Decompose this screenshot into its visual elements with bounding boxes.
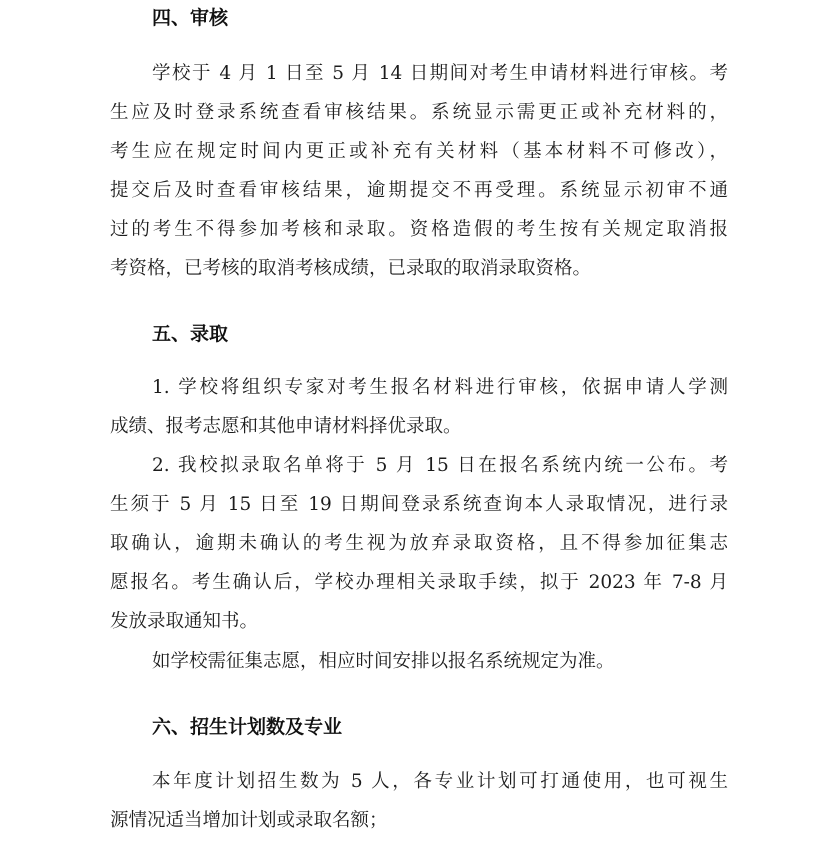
paragraph-line: 提交后及时查看审核结果，逾期提交不再受理。系统显示初审不通	[110, 180, 728, 201]
paragraph-line: 生应及时登录系统查看审核结果。系统显示需更正或补充材料的，	[110, 102, 728, 123]
paragraph-line: 愿报名。考生确认后，学校办理相关录取手续，拟于 2023 年 7-8 月	[110, 572, 728, 593]
paragraph-line: 生须于 5 月 15 日至 19 日期间登录系统查询本人录取情况，进行录	[110, 494, 728, 515]
paragraph-line: 如学校需征集志愿，相应时间安排以报名系统规定为准。	[152, 651, 615, 672]
paragraph-line: 发放录取通知书。	[110, 611, 259, 632]
paragraph-line: 考生应在规定时间内更正或补充有关材料（基本材料不可修改），	[110, 141, 728, 162]
paragraph-line: 取确认，逾期未确认的考生视为放弃录取资格，且不得参加征集志	[110, 533, 728, 554]
paragraph-line: 过的考生不得参加考核和录取。资格造假的考生按有关规定取消报	[110, 219, 728, 240]
paragraph-line: 源情况适当增加计划或录取名额；	[110, 810, 388, 831]
paragraph-line: 成绩、报考志愿和其他申请材料择优录取。	[110, 416, 462, 437]
paragraph-line: 本年度计划招生数为 5 人，各专业计划可打通使用，也可视生	[152, 771, 728, 792]
section-heading-enrollment-plan: 六、招生计划数及专业	[152, 716, 343, 738]
paragraph-line: 学校于 4 月 1 日至 5 月 14 日期间对考生申请材料进行审核。考	[152, 63, 728, 84]
paragraph-line: 考资格，已考核的取消考核成绩，已录取的取消录取资格。	[110, 258, 592, 279]
paragraph-line: 2. 我校拟录取名单将于 5 月 15 日在报名系统内统一公布。考	[152, 455, 728, 476]
paragraph-line: 1. 学校将组织专家对考生报名材料进行审核，依据申请人学测	[152, 377, 728, 398]
section-heading-admission: 五、录取	[152, 323, 229, 345]
section-heading-review: 四、审核	[152, 7, 229, 29]
